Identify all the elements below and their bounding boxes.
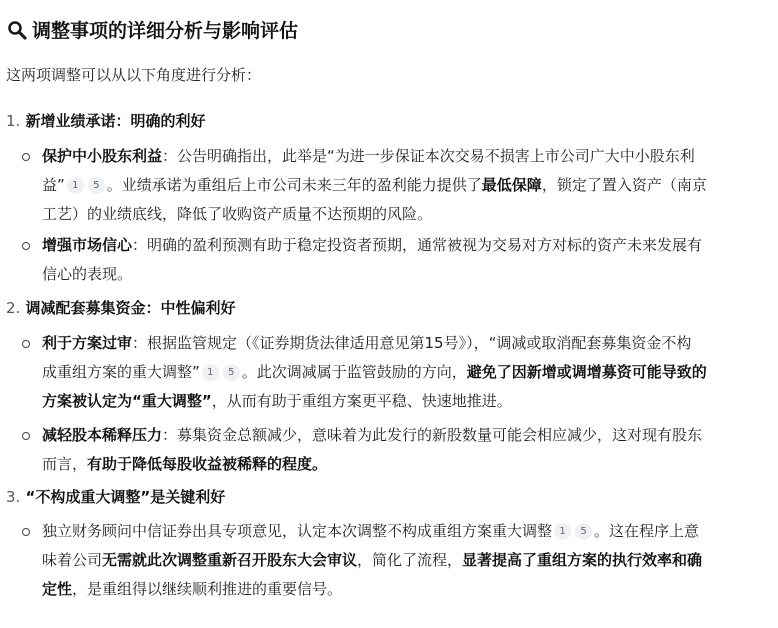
bullet-lead: 增强市场信心 (42, 236, 133, 254)
bullet-dot (22, 242, 30, 250)
list-item-title: 新增业绩承诺：明确的利好 (25, 112, 206, 130)
bullet-emphasis: 方案被认定为“重大调整” (42, 392, 212, 410)
list-item-title: “不构成重大调整”是关键利好 (25, 488, 226, 506)
bullet-item (22, 231, 762, 291)
bullet-text: 独立财务顾问中信证券出具专项意见，认定本次调整不构成重组方案重大调整 (42, 522, 553, 540)
bullet-text: ：公告明确指出，此举是“为进一步保证本次交易不损害上市公司广大中小股东利 (162, 147, 695, 165)
bullet-text: 味着公司 (42, 551, 103, 569)
bullet-emphasis: 显著提高了重组方案的执行效率和确 (462, 551, 703, 569)
citation-badge[interactable]: 5 (575, 523, 592, 540)
bullet-item (22, 142, 762, 232)
section-heading (6, 16, 298, 43)
bullet-lead: 保护中小股东利益 (42, 147, 163, 165)
citation-badge[interactable]: 1 (554, 523, 571, 540)
bullet-text: ，从而有助于重组方案更平稳、快速地推进。 (211, 392, 512, 410)
list-number: 2. (6, 299, 21, 317)
bullet-text: ，简化了流程， (357, 551, 463, 569)
list-item-3 (6, 486, 225, 507)
bullet-lead: 利于方案过审 (42, 334, 133, 352)
bullet-text: 。这在程序上意 (594, 522, 700, 540)
bullet-emphasis: 避免了因新增或调增募资可能导致的 (466, 363, 707, 381)
citation-badge[interactable]: 5 (223, 364, 240, 381)
bullet-item (22, 329, 762, 419)
bullet-item (22, 421, 762, 481)
list-item-title: 调减配套募集资金：中性偏利好 (25, 299, 236, 317)
citation-badge[interactable]: 1 (67, 177, 84, 194)
bullet-emphasis: 无需就此次调整重新召开股东大会审议 (102, 551, 358, 569)
bullet-text: 而言， (42, 455, 88, 473)
bullet-text: 。此次调减属于监管鼓励的方向， (241, 363, 467, 381)
list-item-1 (6, 110, 206, 131)
list-item-2 (6, 297, 236, 318)
bullet-dot (22, 432, 30, 440)
bullet-emphasis: 最低保障 (481, 176, 542, 194)
citation-badge[interactable]: 5 (88, 177, 105, 194)
list-number: 3. (6, 488, 21, 506)
bullet-text: 益” (42, 176, 65, 194)
heading-title: 调整事项的详细分析与影响评估 (32, 20, 299, 42)
bullet-text: ：明确的盈利预测有助于稳定投资者预期，通常被视为交易对方对标的资产未来发展有 (132, 236, 703, 254)
bullet-lead: 减轻股本稀释压力 (42, 426, 163, 444)
bullet-text: 工艺）的业绩底线，降低了收购资产质量不达预期的风险。 (42, 205, 433, 223)
bullet-item (22, 517, 762, 607)
magnifier-icon (6, 19, 28, 41)
bullet-dot (22, 153, 30, 161)
bullet-text: ，是重组得以继续顺利推进的重要信号。 (72, 580, 343, 598)
bullet-text: 成重组方案的重大调整” (42, 363, 200, 381)
bullet-dot (22, 340, 30, 348)
bullet-text: ：募集资金总额减少，意味着为此发行的新股数量可能会相应减少，这对现有股东 (162, 426, 703, 444)
bullet-text: ，锁定了置入资产（南京 (541, 176, 707, 194)
list-number: 1. (6, 112, 21, 130)
citation-badge[interactable]: 1 (202, 364, 219, 381)
bullet-emphasis: 定性 (42, 580, 73, 598)
bullet-text: ：根据监管规定（《证券期货法律适用意见第15号》），“调减或取消配套募集资金不构 (132, 334, 692, 352)
bullet-text: 信心的表现。 (42, 265, 133, 283)
intro-text: 这两项调整可以从以下角度进行分析： (6, 66, 262, 84)
bullet-emphasis: 有助于降低每股收益被稀释的程度。 (87, 455, 328, 473)
bullet-text: 。业绩承诺为重组后上市公司未来三年的盈利能力提供了 (106, 176, 482, 194)
bullet-dot (22, 528, 30, 536)
